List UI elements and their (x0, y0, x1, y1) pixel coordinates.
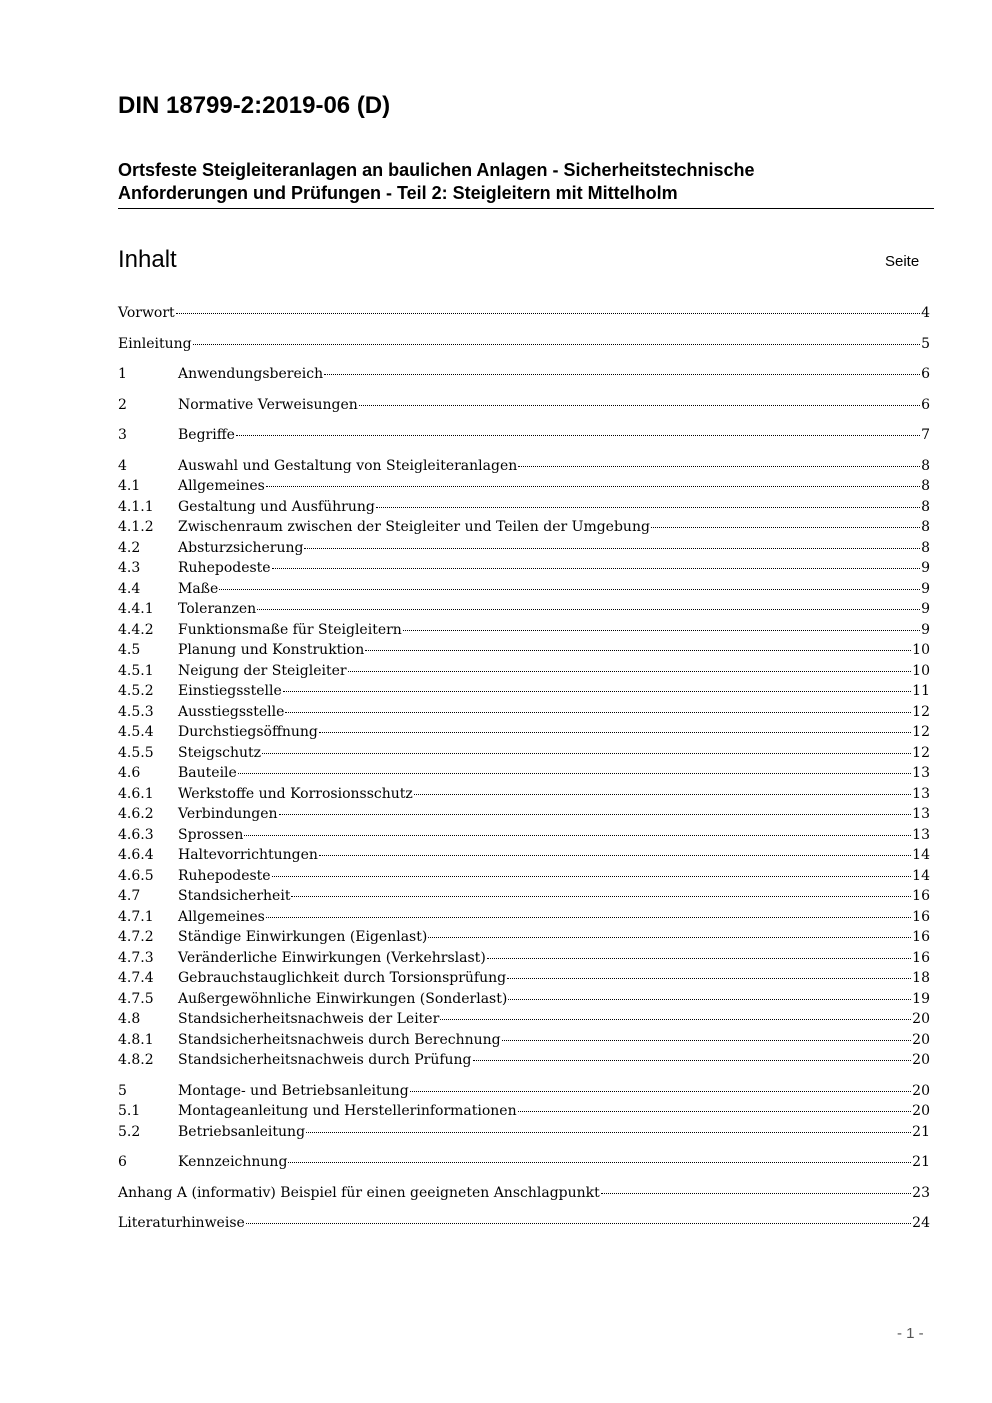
toc-entry-leader (507, 966, 911, 979)
toc-entry[interactable] (118, 1213, 930, 1234)
toc-entry-number: 2 (118, 396, 127, 413)
toc-entry-label: Außergewöhnliche Einwirkungen (Sonderlast) (178, 990, 508, 1007)
toc-entry-page: 8 (921, 539, 930, 556)
toc-entry-leader (348, 659, 912, 672)
toc-entry[interactable] (118, 866, 930, 887)
document-title (118, 159, 934, 209)
toc-entry-page: 9 (921, 621, 930, 638)
toc-entry-page: 18 (912, 970, 930, 986)
toc-entry-label: Allgemeines (178, 478, 265, 494)
toc-entry[interactable] (118, 303, 930, 324)
toc-entry-page: 13 (912, 785, 930, 802)
toc-entry[interactable] (118, 927, 930, 948)
toc-entry-page: 20 (912, 1011, 930, 1027)
toc-entry[interactable] (118, 476, 930, 497)
toc-entry-label: Absturzsicherung (178, 539, 304, 556)
toc-entry-page: 8 (921, 498, 930, 515)
toc-entry[interactable] (118, 1152, 930, 1173)
toc-entry-number: 4.7 (118, 888, 141, 904)
toc-entry[interactable] (118, 1183, 930, 1204)
toc-entry-page: 12 (912, 724, 930, 740)
toc-entry-label: Einleitung (118, 335, 192, 352)
toc-entry-page: 9 (921, 601, 930, 617)
toc-entry-number: 1 (118, 366, 127, 382)
toc-entry-leader (291, 884, 911, 897)
toc-entry-page: 12 (912, 703, 930, 720)
toc-entry-number: 4 (118, 457, 127, 474)
toc-entry[interactable] (118, 1081, 930, 1102)
toc-entry-number: 4.5.1 (118, 662, 154, 679)
toc-entry-number: 4.8 (118, 1011, 141, 1027)
toc-entry[interactable] (118, 497, 930, 518)
toc-entry-number: 4.1.2 (118, 519, 154, 535)
toc-entry-leader (324, 362, 920, 375)
toc-entry-page: 13 (912, 806, 930, 822)
toc-entry[interactable] (118, 620, 930, 641)
toc-entry-leader (283, 679, 911, 692)
toc-entry-page: 16 (912, 908, 930, 925)
toc-entry-label: Auswahl und Gestaltung von Steigleiteranlagen (178, 457, 518, 474)
toc-entry-leader (304, 536, 920, 549)
toc-entry[interactable] (118, 1101, 930, 1122)
toc-entry-page: 21 (912, 1154, 930, 1170)
toc-entry-page: 16 (912, 929, 930, 945)
toc-entry-number: 4.7.4 (118, 970, 154, 986)
toc-entry-number: 4.5 (118, 642, 141, 658)
toc-entry-number: 4.6 (118, 765, 141, 781)
toc-entry-leader (246, 1211, 911, 1224)
toc-entry-leader (518, 1099, 912, 1112)
toc-entry-page: 9 (921, 580, 930, 597)
toc-entry-leader (428, 925, 911, 938)
toc-entry[interactable] (118, 425, 930, 446)
toc-entry-leader (487, 946, 911, 959)
toc-entry-label: Ruhepodeste (178, 867, 271, 884)
toc-entry-leader (319, 843, 911, 856)
toc-entry-number: 4.6.4 (118, 847, 154, 863)
toc-entry-leader (219, 577, 920, 590)
toc-entry-label: Gebrauchstauglichkeit durch Torsionsprüfung (178, 970, 507, 986)
document-id: DIN 18799-2:2019-06 (D) (118, 92, 391, 119)
toc-entry-leader (518, 454, 920, 467)
toc-entry-page: 5 (921, 335, 930, 352)
toc-entry-number: 4.7.5 (118, 990, 154, 1007)
toc-entry-leader (502, 1028, 912, 1041)
toc-entry-leader (272, 864, 912, 877)
toc-entry-number: 4.7.1 (118, 908, 154, 925)
toc-entry-leader (319, 720, 911, 733)
toc-entry-leader (236, 423, 920, 436)
toc-entry-number: 6 (118, 1154, 127, 1170)
toc-entry[interactable] (118, 1050, 930, 1071)
toc-entry-leader (651, 515, 920, 528)
toc-entry-number: 5 (118, 1082, 127, 1099)
toc-entry[interactable] (118, 763, 930, 784)
toc-entry-label: Ausstiegsstelle (178, 703, 285, 720)
toc-entry-page: 6 (921, 396, 930, 413)
toc-entry[interactable] (118, 989, 930, 1010)
toc-entry[interactable] (118, 702, 930, 723)
toc-entry-page: 7 (921, 427, 930, 443)
document-title-line-2: Anforderungen und Prüfungen - Teil 2: Steigleitern mit Mittelholm (118, 183, 678, 203)
toc-entry-leader (272, 556, 920, 569)
toc-entry-number: 4.8.2 (118, 1052, 154, 1068)
toc-entry[interactable] (118, 1009, 930, 1030)
toc-entry-label: Sprossen (178, 826, 244, 843)
toc-entry-label: Allgemeines (178, 908, 265, 925)
toc-entry-page: 16 (912, 949, 930, 966)
toc-entry-page: 12 (912, 744, 930, 761)
toc-entry-leader (176, 301, 920, 314)
toc-entry-leader (508, 987, 911, 1000)
toc-entry-page: 14 (912, 847, 930, 863)
toc-entry-number: 3 (118, 427, 127, 443)
toc-entry[interactable] (118, 517, 930, 538)
toc-entry[interactable] (118, 579, 930, 600)
toc-entry-page: 10 (912, 662, 930, 679)
toc-entry-label: Standsicherheit (178, 888, 291, 904)
toc-entry-label: Neigung der Steigleiter (178, 662, 347, 679)
toc-entry[interactable] (118, 743, 930, 764)
toc-entry-page: 8 (921, 478, 930, 494)
toc-entry-number: 4.4.1 (118, 601, 154, 617)
toc-entry-page: 14 (912, 867, 930, 884)
toc-entry-number: 4.3 (118, 560, 141, 576)
toc-entry-page: 8 (921, 519, 930, 535)
toc-entry-label: Einstiegsstelle (178, 683, 282, 699)
toc-entry-leader (279, 802, 912, 815)
toc-entry[interactable] (118, 538, 930, 559)
toc-entry[interactable] (118, 907, 930, 928)
document-title-line-1: Ortsfeste Steigleiteranlagen an baulichen Anlagen - Sicherheitstechnische (118, 160, 755, 180)
toc-entry-label: Kennzeichnung (178, 1154, 288, 1170)
toc-entry-label: Planung und Konstruktion (178, 642, 365, 658)
toc-entry-leader (473, 1048, 912, 1061)
toc-entry-number: 5.1 (118, 1103, 141, 1119)
toc-entry-number: 4.5.4 (118, 724, 154, 740)
toc-entry-label: Normative Verweisungen (178, 396, 358, 413)
toc-entry-label: Veränderliche Einwirkungen (Verkehrslast) (178, 949, 486, 966)
toc-entry-label: Vorwort (118, 305, 175, 321)
toc-entry-page: 23 (912, 1184, 930, 1201)
toc-entry-leader (306, 1120, 911, 1133)
toc-entry-page: 20 (912, 1082, 930, 1099)
toc-page-heading: Seite (885, 253, 920, 270)
toc-entry-page: 20 (912, 1052, 930, 1068)
toc-entry-label: Betriebsanleitung (178, 1123, 306, 1140)
toc-entry[interactable] (118, 661, 930, 682)
toc-entry-label: Toleranzen (178, 601, 257, 617)
toc-heading: Inhalt (118, 246, 177, 273)
toc-entry-label: Literaturhinweise (118, 1215, 245, 1231)
toc-entry-page: 13 (912, 765, 930, 781)
toc-entry-leader (365, 638, 911, 651)
toc-entry[interactable] (118, 456, 930, 477)
page-number: - 1 - (897, 1325, 924, 1342)
toc-entry[interactable] (118, 1122, 930, 1143)
toc-entry[interactable] (118, 640, 930, 661)
toc-entry-number: 4.4.2 (118, 621, 154, 638)
toc-entry-page: 8 (921, 457, 930, 474)
toc-entry-label: Anwendungsbereich (178, 366, 324, 382)
toc-entry-leader (376, 495, 920, 508)
toc-entry-label: Gestaltung und Ausführung (178, 498, 375, 515)
toc-entry-page: 4 (921, 305, 930, 321)
toc-entry-label: Ständige Einwirkungen (Eigenlast) (178, 929, 428, 945)
toc-entry[interactable] (118, 722, 930, 743)
toc-entry[interactable] (118, 1030, 930, 1051)
toc-entry-leader (285, 700, 911, 713)
toc-entry[interactable] (118, 681, 930, 702)
toc-entry-number: 4.7.2 (118, 929, 154, 945)
toc-entry[interactable] (118, 395, 930, 416)
toc-entry-leader (257, 597, 920, 610)
toc-entry-page: 21 (912, 1123, 930, 1140)
toc-entry-number: 4.1 (118, 478, 141, 494)
toc-entry-leader (403, 618, 920, 631)
toc-entry[interactable] (118, 968, 930, 989)
toc-entry-page: 20 (912, 1103, 930, 1119)
toc-entry[interactable] (118, 845, 930, 866)
toc-entry-label: Standsicherheitsnachweis durch Prüfung (178, 1052, 472, 1068)
toc-entry-leader (414, 782, 911, 795)
toc-entry-label: Werkstoffe und Korrosionsschutz (178, 785, 413, 802)
toc-entry-label: Standsicherheitsnachweis durch Berechnung (178, 1031, 501, 1048)
toc-entry-label: Verbindungen (178, 806, 278, 822)
toc-entry-label: Anhang A (informativ) Beispiel für einen geeigneten Anschlagpunkt (118, 1184, 600, 1201)
toc-entry-label: Bauteile (178, 765, 237, 781)
toc-entry-label: Funktionsmaße für Steigleitern (178, 621, 402, 638)
toc-entry-label: Begriffe (178, 427, 235, 443)
toc-entry-leader (410, 1079, 912, 1092)
toc-entry-leader (359, 393, 920, 406)
toc-entry-leader (193, 332, 921, 345)
toc-entry-page: 11 (912, 683, 930, 699)
toc-entry-leader (262, 741, 911, 754)
toc-entry-label: Durchstiegsöffnung (178, 724, 318, 740)
toc-entry-leader (440, 1007, 911, 1020)
toc-entry-page: 13 (912, 826, 930, 843)
toc-entry-number: 4.8.1 (118, 1031, 154, 1048)
toc-entry-label: Ruhepodeste (178, 560, 271, 576)
toc-entry-page: 19 (912, 990, 930, 1007)
toc-entry[interactable] (118, 886, 930, 907)
toc-entry[interactable] (118, 784, 930, 805)
toc-entry-leader (266, 474, 920, 487)
toc-entry-number: 4.2 (118, 539, 141, 556)
toc-entry-label: Standsicherheitsnachweis der Leiter (178, 1011, 440, 1027)
toc-entry-leader (601, 1181, 911, 1194)
toc-entry-leader (238, 761, 911, 774)
toc-entry-page: 6 (921, 366, 930, 382)
toc-entry-number: 4.6.2 (118, 806, 154, 822)
table-of-contents (118, 303, 930, 1234)
toc-entry[interactable] (118, 558, 930, 579)
toc-entry-number: 4.7.3 (118, 949, 154, 966)
toc-entry-leader (266, 905, 911, 918)
toc-entry-number: 4.6.5 (118, 867, 154, 884)
toc-entry-label: Montageanleitung und Herstellerinformationen (178, 1103, 517, 1119)
toc-entry-label: Haltevorrichtungen (178, 847, 318, 863)
toc-entry-label: Zwischenraum zwischen der Steigleiter und Teilen der Umgebung (178, 519, 650, 535)
toc-entry-number: 5.2 (118, 1123, 141, 1140)
toc-entry-number: 4.1.1 (118, 498, 154, 515)
toc-entry-number: 4.6.1 (118, 785, 154, 802)
toc-entry[interactable] (118, 825, 930, 846)
toc-entry-number: 4.5.5 (118, 744, 154, 761)
toc-entry[interactable] (118, 948, 930, 969)
toc-entry-leader (244, 823, 911, 836)
toc-entry-page: 9 (921, 560, 930, 576)
toc-entry-number: 4.6.3 (118, 826, 154, 843)
toc-entry-label: Montage- und Betriebsanleitung (178, 1082, 409, 1099)
toc-entry-page: 10 (912, 642, 930, 658)
toc-entry-label: Steigschutz (178, 744, 262, 761)
toc-entry[interactable] (118, 334, 930, 355)
toc-entry-page: 16 (912, 888, 930, 904)
toc-entry-number: 4.4 (118, 580, 141, 597)
toc-entry-number: 4.5.3 (118, 703, 154, 720)
toc-entry-label: Maße (178, 580, 219, 597)
toc-entry-number: 4.5.2 (118, 683, 154, 699)
toc-entry-leader (288, 1150, 911, 1163)
toc-entry[interactable] (118, 364, 930, 385)
toc-entry[interactable] (118, 599, 930, 620)
toc-entry-page: 24 (912, 1215, 930, 1231)
toc-entry-page: 20 (912, 1031, 930, 1048)
toc-entry[interactable] (118, 804, 930, 825)
